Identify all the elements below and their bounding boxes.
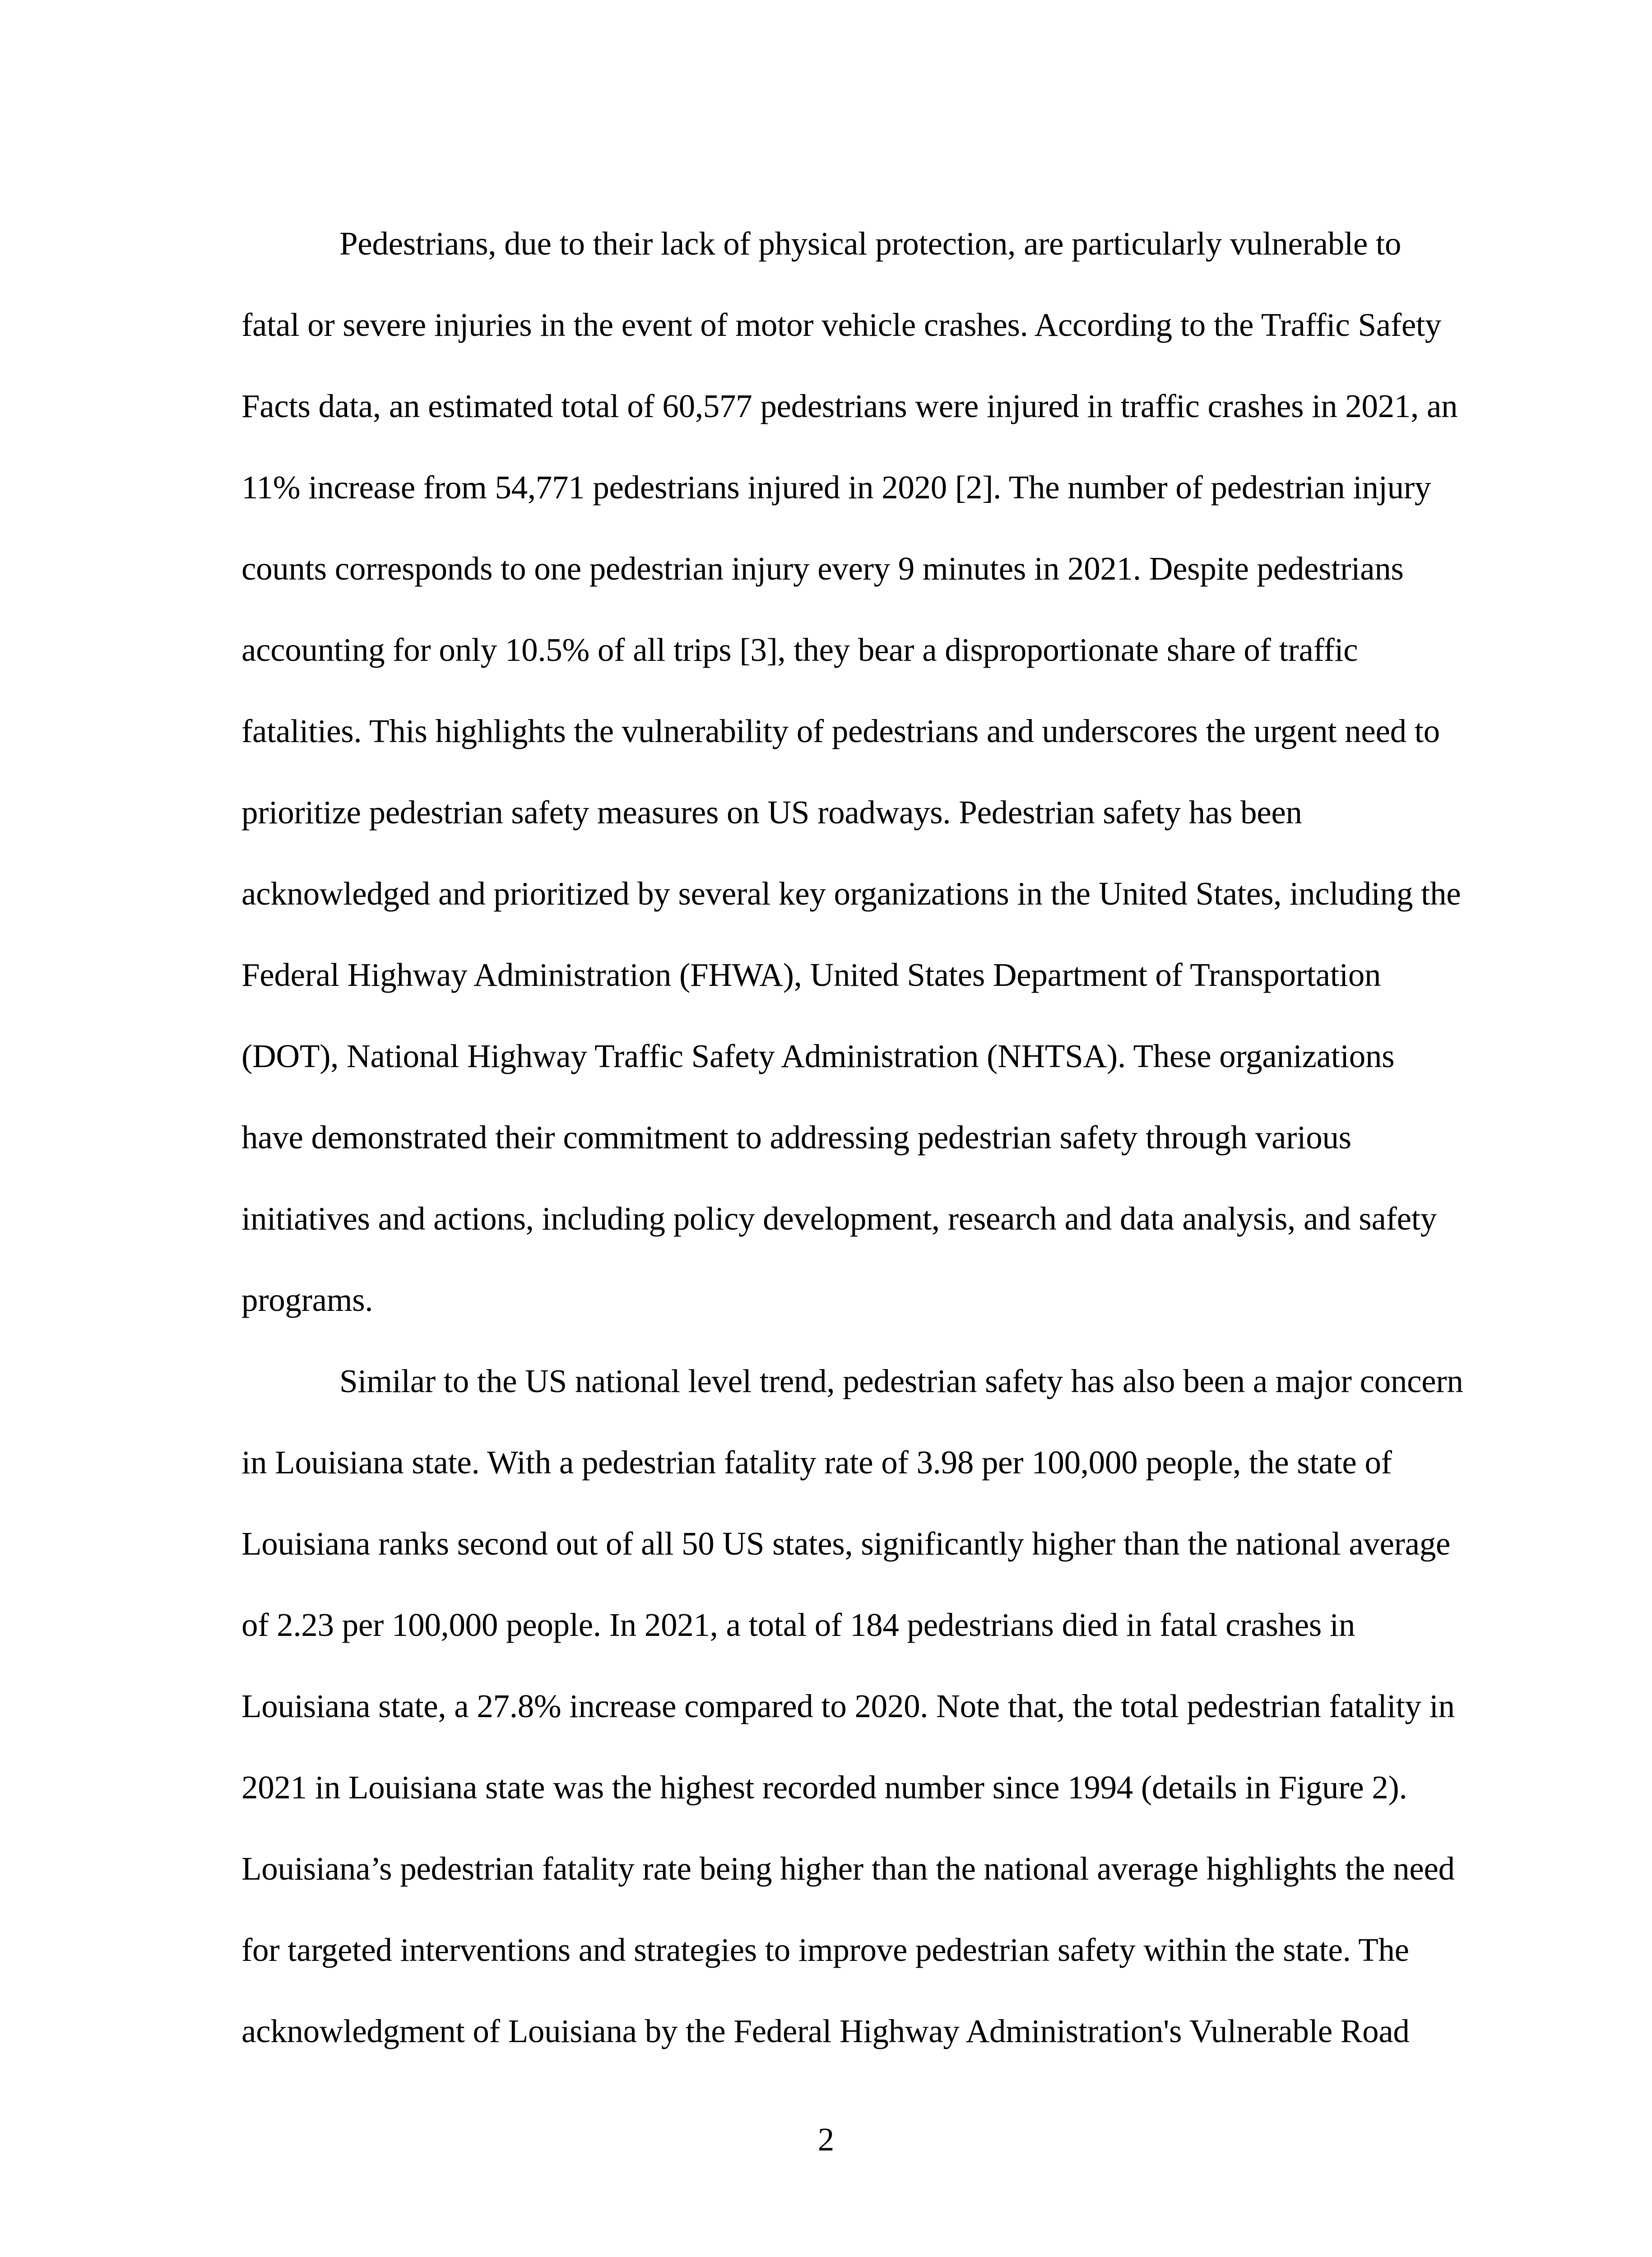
text-line: for targeted interventions and strategies to improve pedestrian safety within the state. The — [241, 1932, 1409, 1968]
text-line: initiatives and actions, including policy development, research and data analysis, and safety — [241, 1200, 1437, 1237]
text-line: programs. — [241, 1282, 373, 1318]
text-line: Similar to the US national level trend, pedestrian safety has also been a major concern — [339, 1363, 1463, 1399]
text-line: of 2.23 per 100,000 people. In 2021, a total of 184 pedestrians died in fatal crashes in — [241, 1607, 1355, 1643]
text-line: prioritize pedestrian safety measures on US roadways. Pedestrian safety has been — [241, 794, 1302, 831]
text-line: fatalities. This highlights the vulnerability of pedestrians and underscores the urgent need to — [241, 713, 1440, 749]
text-line: fatal or severe injuries in the event of motor vehicle crashes. According to the Traffic Safety — [241, 307, 1442, 343]
text-line: Louisiana’s pedestrian fatality rate being higher than the national average highlights the need — [241, 1850, 1455, 1887]
text-line: Pedestrians, due to their lack of physical protection, are particularly vulnerable to — [339, 225, 1401, 262]
text-line: Federal Highway Administration (FHWA), United States Department of Transportation — [241, 957, 1381, 993]
text-line: Louisiana ranks second out of all 50 US states, significantly higher than the national average — [241, 1525, 1451, 1562]
text-line: Louisiana state, a 27.8% increase compared to 2020. Note that, the total pedestrian fatality in — [241, 1688, 1455, 1724]
page-number: 2 — [817, 2121, 835, 2158]
text-line: Facts data, an estimated total of 60,577 pedestrians were injured in traffic crashes in 2021, an — [241, 388, 1458, 424]
paragraph-1 — [241, 203, 1460, 1341]
text-line: acknowledgment of Louisiana by the Federal Highway Administration's Vulnerable Road — [241, 2013, 1410, 2049]
body-text — [241, 203, 1463, 2072]
text-line: in Louisiana state. With a pedestrian fatality rate of 3.98 per 100,000 people, the state of — [241, 1444, 1392, 1481]
text-line: accounting for only 10.5% of all trips [3], they bear a disproportionate share of traffic — [241, 632, 1358, 668]
text-line: 2021 in Louisiana state was the highest recorded number since 1994 (details in Figure 2). — [241, 1769, 1407, 1806]
text-line: (DOT), National Highway Traffic Safety Administration (NHTSA). These organizations — [241, 1038, 1395, 1074]
text-line: 11% increase from 54,771 pedestrians injured in 2020 [2]. The number of pedestrian injury — [241, 469, 1431, 506]
text-line: counts corresponds to one pedestrian injury every 9 minutes in 2021. Despite pedestrians — [241, 550, 1404, 587]
paragraph-2 — [241, 1341, 1463, 2072]
text-line: acknowledged and prioritized by several key organizations in the United States, including the — [241, 875, 1461, 912]
text-line: have demonstrated their commitment to addressing pedestrian safety through various — [241, 1119, 1351, 1156]
